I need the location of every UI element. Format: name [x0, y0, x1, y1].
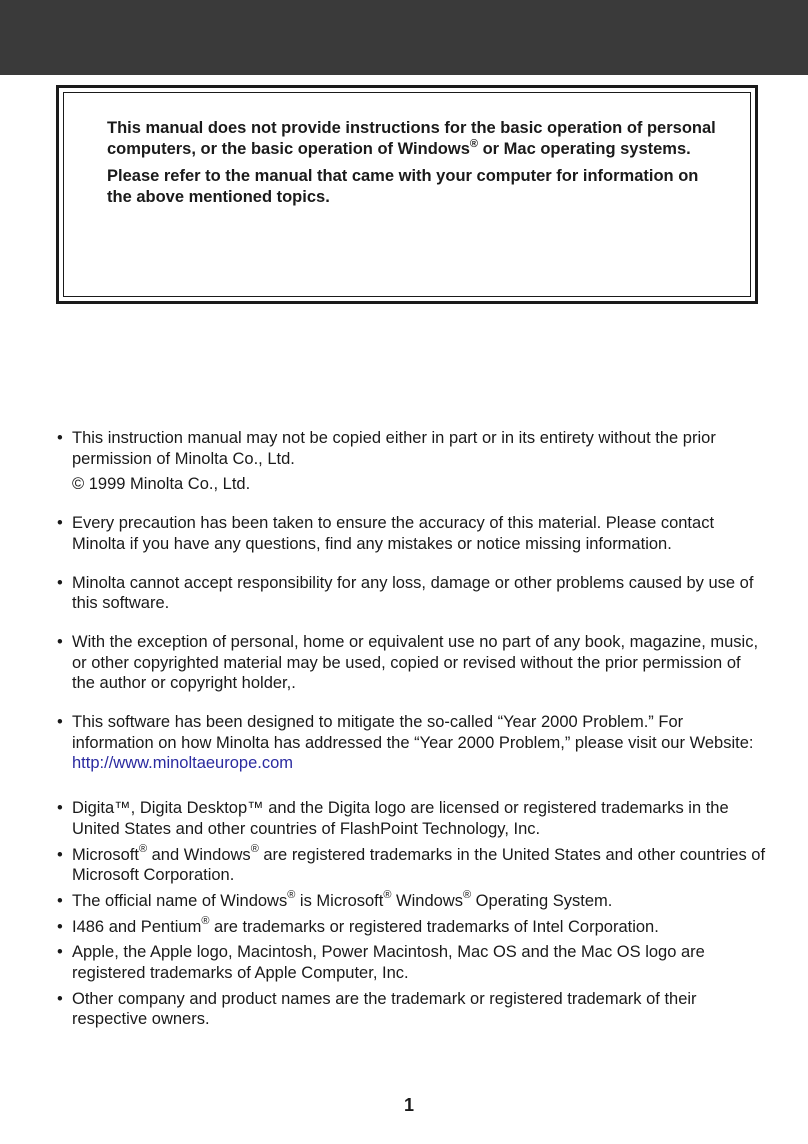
bullet: •: [57, 799, 63, 818]
notice-paragraph-refer: Please refer to the manual that came with your computer for information on the above mentioned topics.: [107, 167, 699, 206]
list-item-intel-trademark: • I486 and Pentium® are trademarks or registered trademarks of Intel Corporation.: [57, 915, 659, 936]
list-item-windows-official-name: • The official name of Windows® is Microsoft® Windows® Operating System.: [57, 889, 613, 910]
copyright-line: © 1999 Minolta Co., Ltd.: [72, 475, 251, 494]
list-item-copyrighted-material: • With the exception of personal, home or equivalent use no part of any book, magazine, music, or other copyrighted material may be used, copied or revised without the prior permission of the author or copyright holder,.: [57, 632, 759, 693]
bullet: •: [57, 429, 63, 447]
list-item-year-2000: • This software has been designed to mitigate the so-called “Year 2000 Problem.” For information on how Minolta has addressed the “Year 2000 Problem,” please visit our Website: http://www.minoltaeurope.com: [57, 713, 754, 773]
bullet: •: [57, 917, 63, 936]
bullet: •: [57, 891, 63, 910]
list-item-accuracy: • Every precaution has been taken to ensure the accuracy of this material. Please contact Minolta if you have any questions, find any mistakes or notice missing information.: [57, 514, 715, 553]
list-item-responsibility: • Minolta cannot accept responsibility for any loss, damage or other problems caused by use of this software.: [57, 573, 754, 613]
legal-notices-list: [57, 428, 767, 1030]
bullet: •: [57, 573, 63, 592]
notice-paragraph-os: This manual does not provide instructions for the basic operation of personal computers, or the basic operation of Windows® or Mac operating systems.: [107, 119, 716, 158]
page-number: 1: [404, 1095, 415, 1115]
list-item-apple-trademark: • Apple, the Apple logo, Macintosh, Power Macintosh, Mac OS and the Mac OS logo are registered trademarks of Apple Computer, Inc.: [57, 943, 705, 983]
website-link[interactable]: http://www.minoltaeurope.com: [72, 754, 294, 773]
bullet: •: [57, 845, 63, 864]
header-bar: [0, 0, 808, 75]
list-item-copying: • This instruction manual may not be copied either in part or in its entirety without the prior permission of Minolta Co., Ltd.: [57, 429, 716, 468]
list-item-microsoft-trademark: • Microsoft® and Windows® are registered trademarks in the United States and other countries of Microsoft Corporation.: [57, 843, 766, 885]
bullet: •: [57, 514, 63, 533]
bullet: •: [57, 943, 63, 962]
list-item-digita-trademark: • Digita™, Digita Desktop™ and the Digita logo are licensed or registered trademarks in the United States and other countries of FlashPoint Technology, Inc.: [57, 799, 729, 838]
bullet: •: [57, 989, 63, 1008]
bullet: •: [57, 632, 63, 651]
notice-text: [107, 118, 727, 214]
list-item-other-trademarks: • Other company and product names are the trademark or registered trademark of their respective owners.: [57, 989, 697, 1029]
bullet: •: [57, 713, 63, 732]
